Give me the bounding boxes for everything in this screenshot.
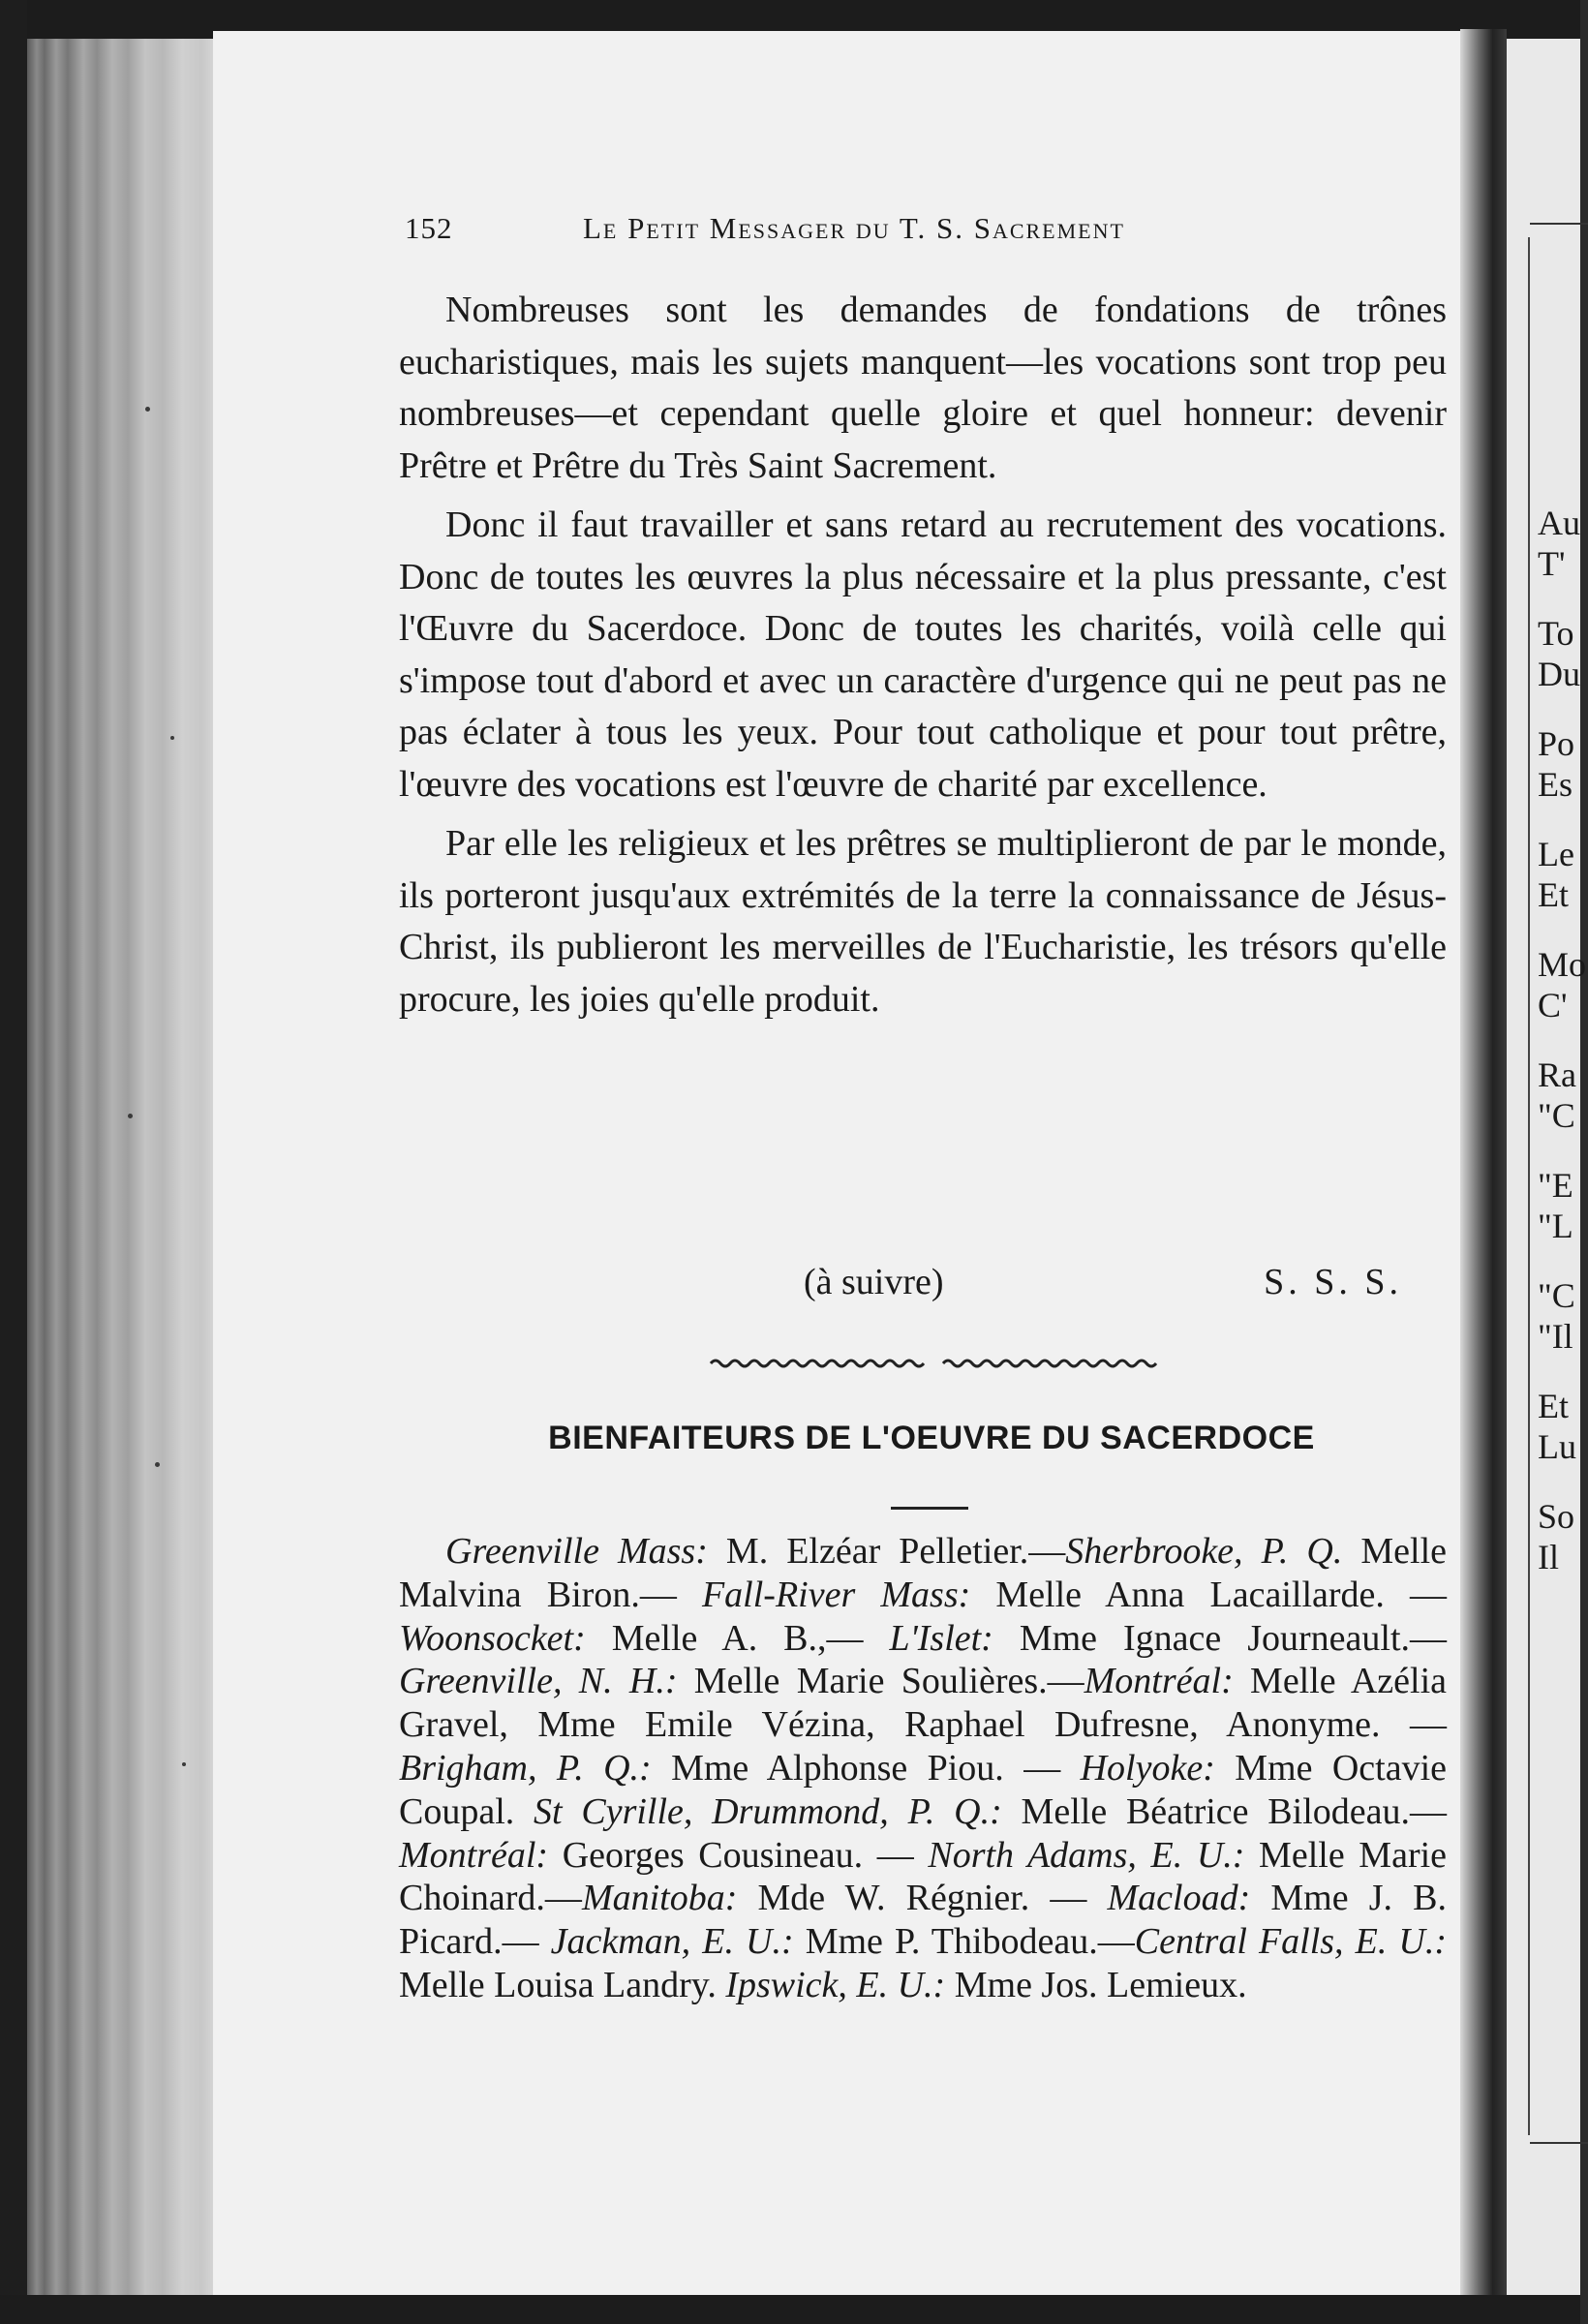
donor-names: Melle Azélia Gravel, Mme Emile Vézina, Raphael Dufresne, Anonyme. — bbox=[399, 1661, 1448, 1746]
paragraph: Par elle les religieux et les prêtres se multiplieront de par le monde, ils porteront jusqu'aux extrémités de la terre la connaissance de Jésus-Christ, ils publieront les merveilles de l'Eucharistie, les trésors qu'elle procure, les joies qu'elle produit. bbox=[399, 823, 1447, 1020]
facing-page-border-bottom bbox=[1530, 2142, 1588, 2144]
facing-page-line: Lu bbox=[1538, 1427, 1576, 1466]
donor-place: Brigham, P. Q.: bbox=[399, 1747, 652, 1789]
donor-place: Greenville Mass: bbox=[445, 1531, 708, 1572]
donor-names: Melle Malvina Biron.— bbox=[399, 1531, 1448, 1615]
donor-names: Mme Ignace Journeault.— bbox=[1019, 1617, 1448, 1659]
article-body bbox=[399, 285, 1447, 1025]
title-underline bbox=[891, 1507, 968, 1510]
facing-page-line: C' bbox=[1538, 986, 1568, 1024]
donor-place: Greenville, N. H.: bbox=[399, 1661, 678, 1702]
donor-names: Melle Anna Lacaillarde. — bbox=[995, 1574, 1448, 1615]
facing-page-line: Et bbox=[1538, 875, 1569, 914]
scan-speck bbox=[128, 1114, 133, 1118]
donor-names: Georges Cousineau. — bbox=[562, 1834, 929, 1876]
wavy-divider-ornament bbox=[711, 1352, 1156, 1375]
facing-page-line: "L bbox=[1538, 1207, 1573, 1245]
donor-place: North Adams, E. U.: bbox=[928, 1834, 1245, 1876]
signature: S. S. S. bbox=[1264, 1262, 1402, 1302]
facing-page bbox=[1507, 39, 1587, 2295]
paragraph: Donc il faut travailler et sans retard au recrutement des vocations. Donc de toutes les œuvres la plus nécessaire et la plus pressante, c'est l'Œuvre du Sacerdoce. Donc de toutes les charités, voilà celle qui s'impose tout d'abord et avec un caractère d'urgence qui ne peut pas ne pas éclater à tous les yeux. Pour tout catholique et pour tout prêtre, l'œuvre des vocations est l'œuvre de charité par excellence. bbox=[399, 505, 1447, 805]
facing-page-line: "Il bbox=[1538, 1317, 1573, 1356]
facing-page-line: "C bbox=[1538, 1096, 1575, 1135]
facing-page-line: So bbox=[1538, 1497, 1575, 1536]
article-closing bbox=[399, 1261, 1447, 1315]
facing-page-line: Ra bbox=[1538, 1055, 1576, 1094]
continuation-note: (à suivre) bbox=[804, 1262, 944, 1302]
stacked-page-edges bbox=[27, 39, 221, 2305]
running-title: Le Petit Messager du T. S. Sacrement bbox=[583, 211, 1125, 245]
facing-page-line: To bbox=[1538, 614, 1574, 653]
facing-page-border-top bbox=[1530, 223, 1588, 225]
donor-names: Mme Alphonse Piou. — bbox=[671, 1747, 1081, 1789]
donor-place: Jackman, E. U.: bbox=[550, 1921, 794, 1963]
donor-place: L'Islet: bbox=[889, 1617, 993, 1659]
donor-names: Mme Jos. Lemieux. bbox=[954, 1964, 1247, 2005]
facing-page-line: Au bbox=[1538, 504, 1580, 542]
donor-names: M. Elzéar Pelletier.— bbox=[725, 1531, 1066, 1572]
facing-page-line: T' bbox=[1538, 544, 1566, 583]
donor-place: Holyoke: bbox=[1080, 1747, 1215, 1789]
scan-bottom-border bbox=[0, 2295, 1580, 2324]
donor-place: Manitoba: bbox=[581, 1878, 738, 1919]
donor-place: Macload: bbox=[1107, 1878, 1251, 1919]
donor-place: Woonsocket: bbox=[399, 1617, 586, 1659]
facing-page-line: Le bbox=[1538, 835, 1574, 873]
book-gutter bbox=[1460, 29, 1507, 2300]
facing-page-line: Po bbox=[1538, 724, 1575, 763]
facing-page-line: "C bbox=[1538, 1276, 1575, 1315]
donor-place: Montréal: bbox=[399, 1834, 549, 1876]
facing-page-line: Du bbox=[1538, 655, 1580, 693]
donor-names: Melle Marie Soulières.— bbox=[693, 1661, 1084, 1702]
donor-list bbox=[399, 1530, 1447, 2007]
donor-names: Mme J. B. Picard.— bbox=[399, 1878, 1447, 1963]
scan-speck bbox=[182, 1762, 186, 1766]
section-title: BIENFAITEURS DE L'OEUVRE DU SACERDOCE bbox=[548, 1420, 1315, 1456]
donor-place: Sherbrooke, P. Q. bbox=[1065, 1531, 1343, 1572]
donor-names: Mme Octavie Coupal. bbox=[399, 1747, 1448, 1832]
donor-names: Melle A. B.,— bbox=[611, 1617, 890, 1659]
scan-speck bbox=[155, 1462, 160, 1467]
donor-place: Montréal: bbox=[1084, 1661, 1234, 1702]
facing-page-border-left bbox=[1528, 237, 1530, 2135]
facing-page-line: Es bbox=[1538, 765, 1573, 804]
paragraph: Nombreuses sont les demandes de fondations de trônes eucharistiques, mais les sujets manquent—les vocations sont trop peu nombreuses—et cependant quelle gloire et quel honneur: devenir Prêtre et Prêtre du Très Saint Sacrement. bbox=[399, 290, 1447, 486]
donor-names: Mme P. Thibodeau.— bbox=[805, 1921, 1135, 1963]
facing-page-line: "E bbox=[1538, 1166, 1573, 1205]
donor-names: Melle Béatrice Bilodeau.— bbox=[1021, 1790, 1447, 1832]
donor-names: Melle Louisa Landry. bbox=[399, 1964, 726, 2005]
book-spine-edge bbox=[0, 0, 27, 2324]
facing-page-line: Il bbox=[1538, 1538, 1559, 1576]
donor-names: Mde W. Régnier. — bbox=[757, 1878, 1108, 1919]
donor-place: St Cyrille, Drummond, P. Q.: bbox=[534, 1790, 1002, 1832]
donor-place: Ipswick, E. U.: bbox=[725, 1964, 946, 2005]
page-number: 152 bbox=[405, 211, 453, 245]
donor-place: Fall-River Mass: bbox=[701, 1574, 971, 1615]
scan-speck bbox=[170, 736, 174, 740]
scan-speck bbox=[145, 407, 150, 412]
donor-place: Central Falls, E. U.: bbox=[1134, 1921, 1447, 1963]
facing-page-line: Et bbox=[1538, 1387, 1569, 1425]
facing-page-line: Mo bbox=[1538, 945, 1587, 984]
donor-names: Melle Marie Choinard.— bbox=[399, 1834, 1448, 1919]
